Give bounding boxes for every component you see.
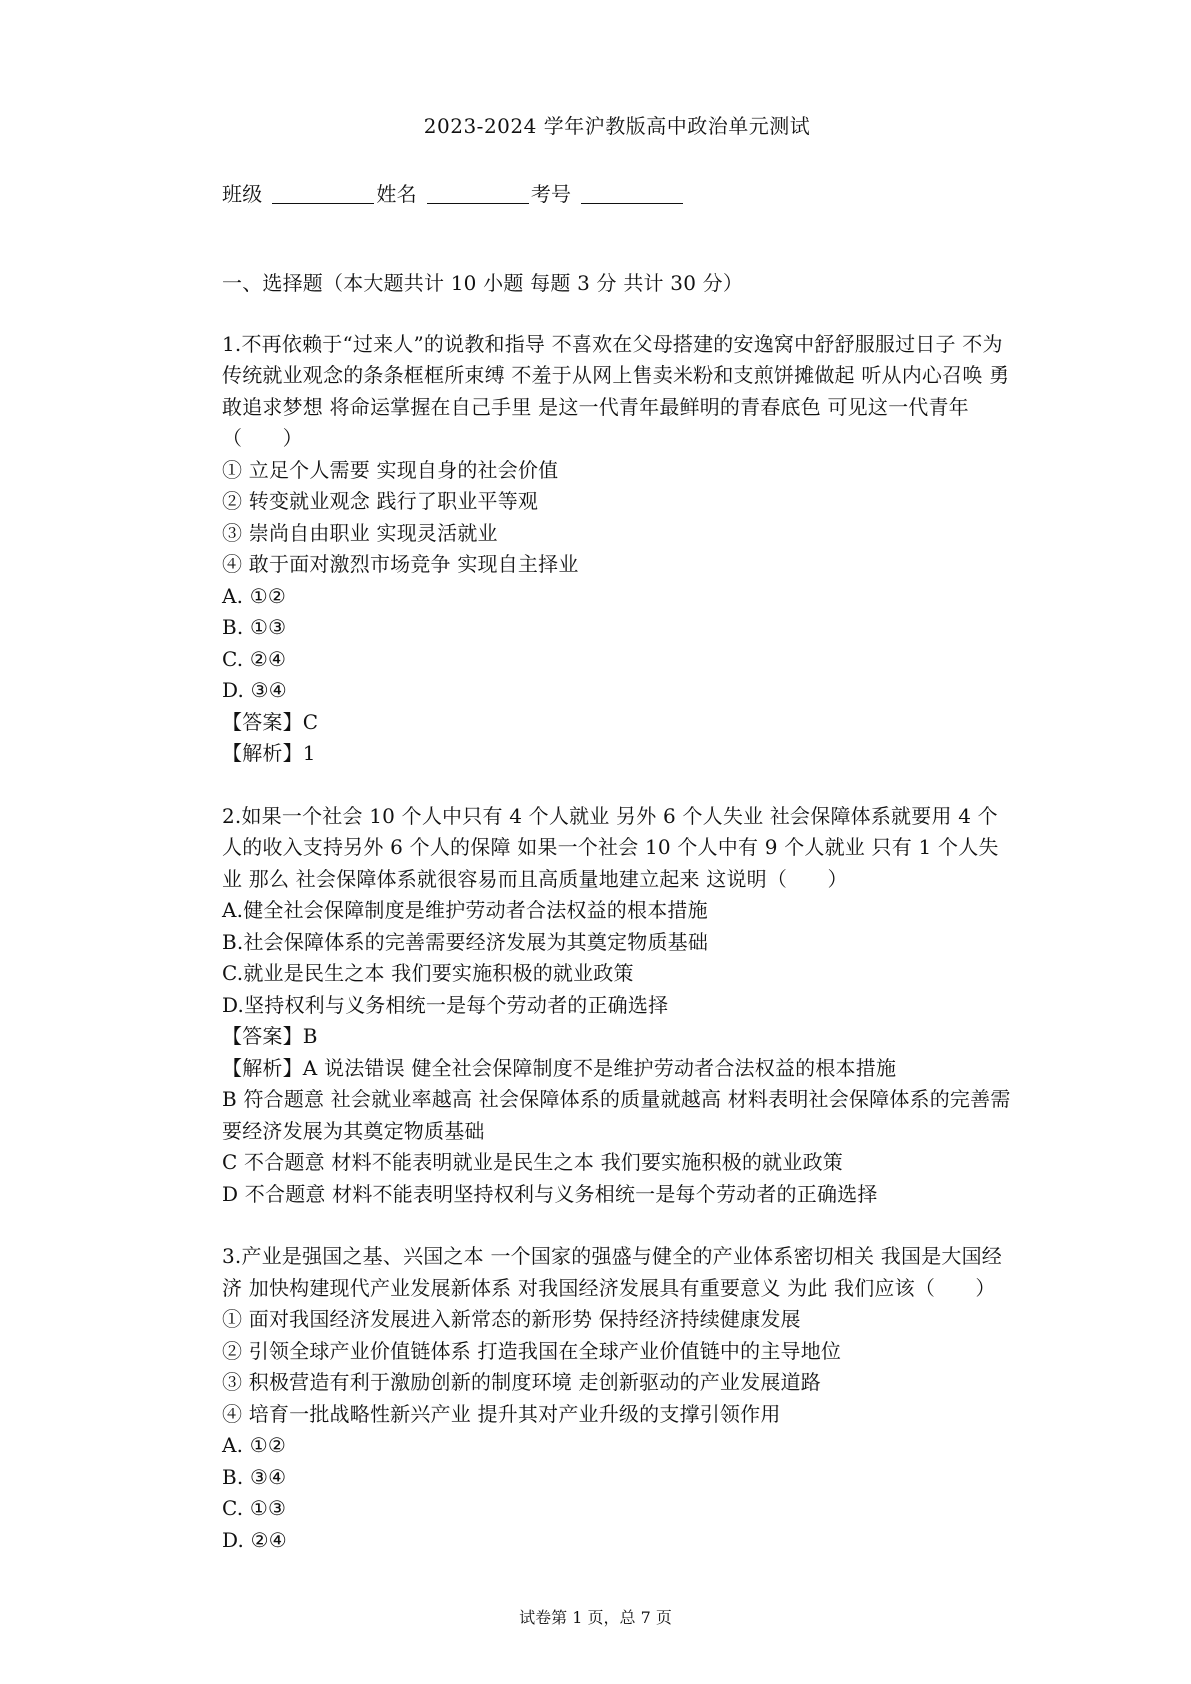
analysis-line: C 不合题意 材料不能表明就业是民生之本 我们要实施积极的就业政策	[222, 1150, 843, 1174]
page-footer: 试卷第 1 页，总 7 页	[519, 1608, 672, 1627]
section-heading: 一、选择题（本大题共计 10 小题 每题 3 分 共计 30 分）	[222, 271, 744, 295]
exam-content	[222, 112, 1012, 1587]
statement-2: ② 转变就业观念 践行了职业平等观	[222, 489, 539, 513]
statement-3: ③ 积极营造有利于激励创新的制度环境 走创新驱动的产业发展道路	[222, 1370, 821, 1394]
option-d: D. ③④	[222, 678, 287, 702]
question-2	[222, 801, 1012, 1211]
answer-line: 【答案】B	[222, 1024, 318, 1048]
option-d: D.坚持权利与义务相统一是每个劳动者的正确选择	[222, 992, 669, 1017]
student-info-line	[222, 180, 1012, 208]
option-c: C. ①③	[222, 1496, 287, 1520]
statement-1: ① 面对我国经济发展进入新常态的新形势 保持经济持续健康发展	[222, 1307, 801, 1331]
statement-1: ① 立足个人需要 实现自身的社会价值	[222, 457, 559, 482]
analysis-line: D 不合题意 材料不能表明坚持权利与义务相统一是每个劳动者的正确选择	[222, 1181, 878, 1206]
statement-3: ③ 崇尚自由职业 实现灵活就业	[222, 520, 498, 545]
statement-2: ② 引领全球产业价值链体系 打造我国在全球产业价值链中的主导地位	[222, 1338, 842, 1363]
question-3	[222, 1241, 1012, 1556]
option-b: B. ①③	[222, 615, 287, 639]
class-blank	[272, 181, 374, 204]
analysis-line: B 符合题意 社会就业率越高 社会保障体系的质量就越高 材料表明社会保障体系的完善需要经济发展为其奠定物质基础	[222, 1087, 1011, 1143]
question-stem: 3.产业是强国之基、兴国之本 一个国家的强盛与健全的产业体系密切相关 我国是大国经济 加快构建现代产业发展新体系 对我国经济发展具有重要意义 为此 我们应该（ ）	[222, 1244, 1002, 1300]
option-c: C.就业是民生之本 我们要实施积极的就业政策	[222, 961, 634, 985]
name-blank	[427, 181, 529, 204]
analysis-line: 【解析】1	[222, 741, 316, 765]
class-label: 班级	[222, 182, 263, 206]
option-a: A. ①②	[222, 583, 287, 608]
id-blank	[581, 181, 683, 204]
option-a: A.健全社会保障制度是维护劳动者合法权益的根本措施	[222, 898, 708, 922]
question-stem: 1.不再依赖于“过来人”的说教和指导 不喜欢在父母搭建的安逸窝中舒舒服服过日子 不为传统就业观念的条条框框所束缚 不羞于从网上售卖米粉和支煎饼摊做起 听从内心召唤 勇敢追求梦想 将命运掌握在自己手里 是这一代青年最鲜明的青春底色 可见这一代青年（ ）	[222, 331, 1010, 450]
option-d: D. ②④	[222, 1527, 287, 1552]
page-title: 2023-2024 学年沪教版高中政治单元测试	[423, 114, 811, 138]
question-stem: 2.如果一个社会 10 个人中只有 4 个人就业 另外 6 个人失业 社会保障体系就要用 4 个人的收入支持另外 6 个人的保障 如果一个社会 10 个人中有 9 个人就业 只有 1 个人失业 那么 社会保障体系就很容易而且高质量地建立起来 这说明（ ）	[222, 803, 999, 891]
analysis-line: 【解析】A 说法错误 健全社会保障制度不是维护劳动者合法权益的根本措施	[222, 1055, 897, 1080]
name-label: 姓名	[376, 182, 417, 206]
answer-line: 【答案】C	[222, 709, 319, 734]
option-b: B.社会保障体系的完善需要经济发展为其奠定物质基础	[222, 929, 709, 954]
question-1	[222, 329, 1012, 770]
option-c: C. ②④	[222, 646, 287, 671]
id-label: 考号	[530, 182, 572, 206]
statement-4: ④ 敢于面对激烈市场竞争 实现自主择业	[222, 552, 579, 576]
option-b: B. ③④	[222, 1464, 287, 1489]
statement-4: ④ 培育一批战略性新兴产业 提升其对产业升级的支撑引领作用	[222, 1401, 781, 1426]
option-a: A. ①②	[222, 1433, 287, 1457]
